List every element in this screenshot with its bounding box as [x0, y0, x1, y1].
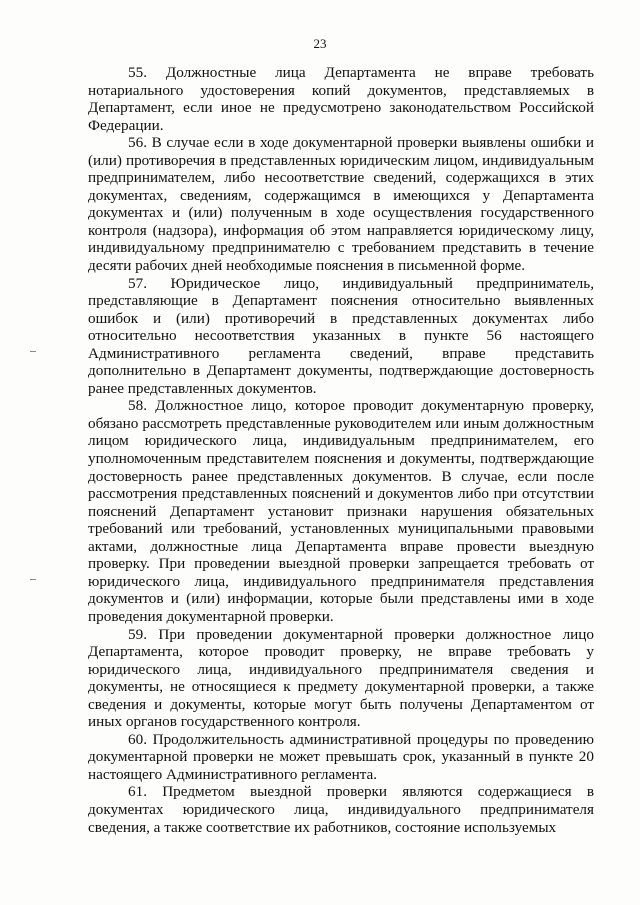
document-body: [88, 64, 594, 836]
paragraph-58: 58. Должностное лицо, которое проводит документарную проверку, обязано рассмотреть представленные руководителем или иным должностным лицом юридического лица, индивидуальным предпринимателем, его уполномоченным представителем пояснения и документы, подтверждающие достоверность ранее представленных документов. В случае, если после рассмотрения представленных пояснений и документов либо при отсутствии пояснений Департамент установит признаки нарушения обязательных требований или требований, установленных муниципальными правовыми актами, должностные лица Департамента вправе провести выездную проверку. При проведении выездной проверки запрещается требовать от юридического лица, индивидуального предпринимателя представления документов и (или) информации, которые были представлены ими в ходе проведения документарной проверки.: [88, 397, 594, 625]
paragraph-61: 61. Предметом выездной проверки являются содержащиеся в документах юридического лица, индивидуального предпринимателя сведения, а также соответствие их работников, состояние используемых: [88, 783, 594, 836]
paragraph-57: 57. Юридическое лицо, индивидуальный предприниматель, представляющие в Департамент пояснения относительно выявленных ошибок и (или) противоречий в представленных документах либо относительно несоответствия указанных в пункте 56 настоящего Административного регламента сведений, вправе представить дополнительно в Департамент документы, подтверждающие достоверность ранее представленных документов.: [88, 274, 594, 397]
paragraph-59: 59. При проведении документарной проверки должностное лицо Департамента, которое проводит проверку, не вправе требовать у юридического лица, индивидуального предпринимателя сведения и документы, не относящиеся к предмету документарной проверки, а также сведения и документы, которые могут быть получены Департаментом от иных органов государственного контроля.: [88, 625, 594, 731]
margin-mark: [30, 351, 36, 352]
page-number: 23: [313, 36, 327, 51]
margin-mark: [30, 579, 36, 580]
paragraph-55: 55. Должностные лица Департамента не вправе требовать нотариального удостоверения копий документов, представляемых в Департамент, если иное не предусмотрено законодательством Российской Федерации.: [88, 64, 594, 134]
paragraph-60: 60. Продолжительность административной процедуры по проведению документарной проверки не может превышать срок, указанный в пункте 20 настоящего Административного регламента.: [88, 730, 594, 783]
paragraph-56: 56. В случае если в ходе документарной проверки выявлены ошибки и (или) противоречия в представленных юридическим лицом, индивидуальным предпринимателем, либо несоответствие сведений, содержащихся в этих документах, сведениям, содержащимся в имеющихся у Департамента документах и (или) полученным в ходе осуществления государственного контроля (надзора), информация об этом направляется юридическому лицу, индивидуальному предпринимателю с требованием представить в течение десяти рабочих дней необходимые пояснения в письменной форме.: [88, 134, 594, 275]
